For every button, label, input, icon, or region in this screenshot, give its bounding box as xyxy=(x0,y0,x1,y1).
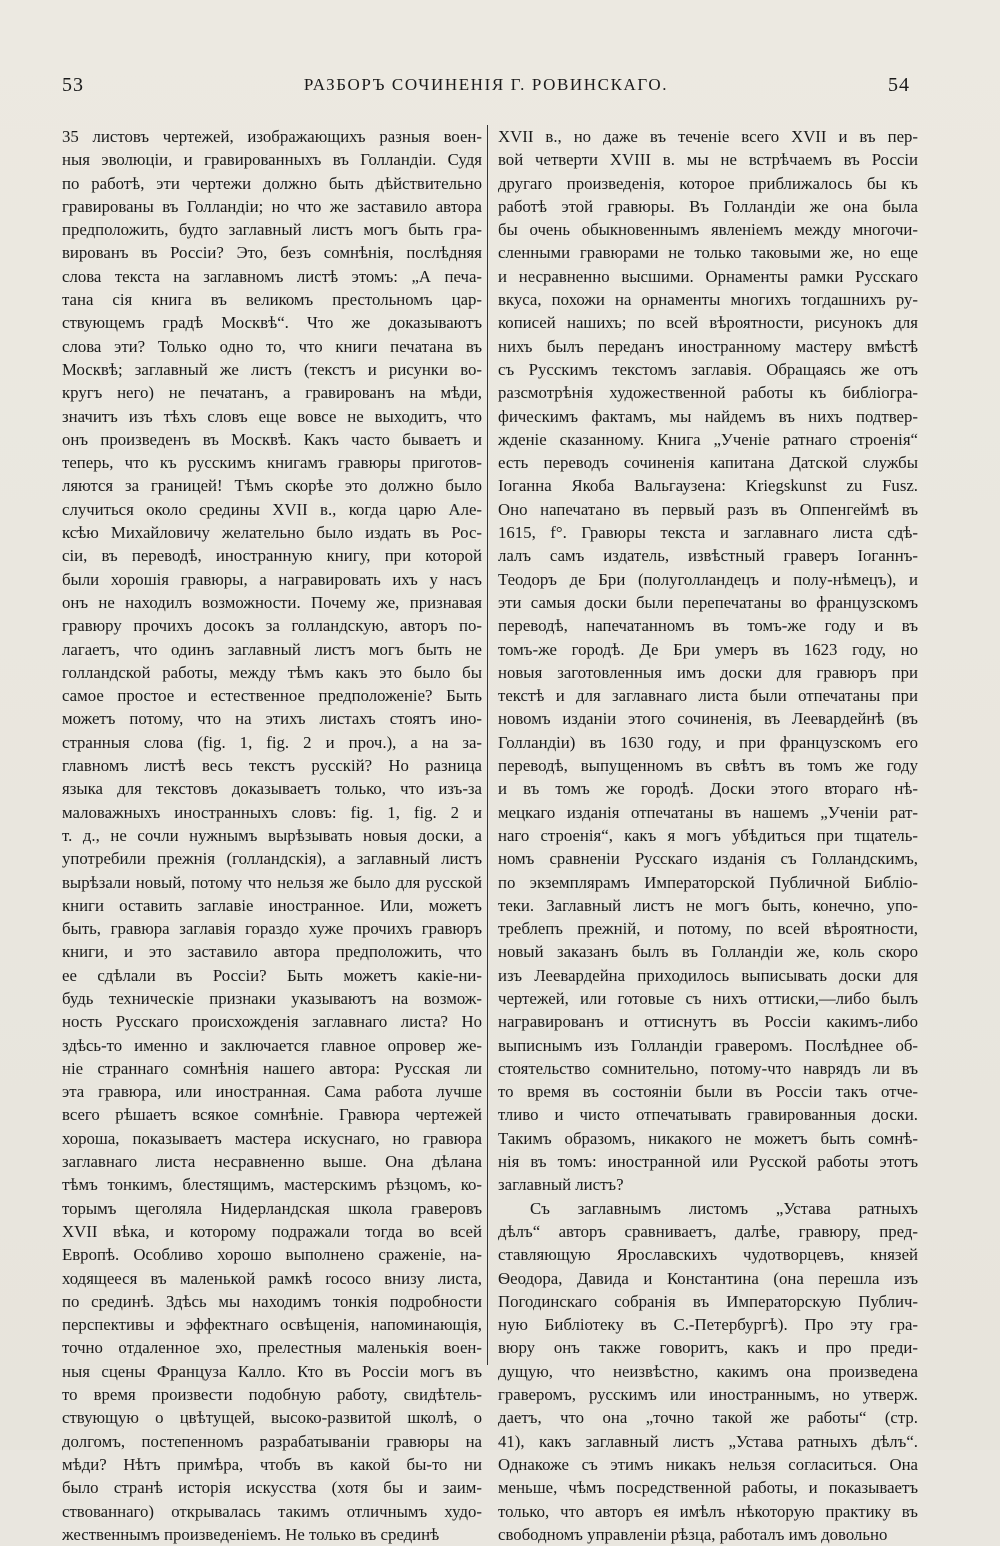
text-line: теперь, что къ русскимъ книгамъ гравюры приготов- xyxy=(62,453,482,473)
text-line: странныя слова (fig. 1, fig. 2 и проч.), а на за- xyxy=(62,732,482,752)
text-line: разсмотрѣнія художественной работы къ библіогра- xyxy=(498,383,918,403)
text-line: то время въ состояніи были въ Россіи такъ отче- xyxy=(498,1082,918,1102)
text-line: были хорошія гравюры, а награвировать ихъ у насъ xyxy=(62,569,482,589)
text-line: новый заказанъ былъ въ Голландіи же, коль скоро xyxy=(498,942,918,962)
right-column xyxy=(498,125,918,1546)
text-line: нія въ томъ: иностранной или Русской работы этотъ xyxy=(498,1152,918,1172)
text-line: перспективы и эффектнаго освѣщенія, напоминающія, xyxy=(62,1315,482,1335)
text-line: тана сія книга въ великомъ престольномъ цар- xyxy=(62,290,482,310)
text-line: изъ Леевардейна приходилось выписывать доски для xyxy=(498,965,918,985)
text-line: кругъ него) не печатанъ, а гравированъ на мѣди, xyxy=(62,383,482,403)
text-line: Такимъ образомъ, никакого не можетъ быть сомнѣ- xyxy=(498,1128,918,1148)
text-line: ксѣю Михайловичу желательно было издать въ Рос- xyxy=(62,523,482,543)
text-line: награвированъ и оттиснутъ въ Россіи какимъ-либо xyxy=(498,1012,918,1032)
text-line: ніе страннаго сомнѣнія нашего автора: Русская ли xyxy=(62,1058,482,1078)
text-line: вюру онъ также говоритъ, какъ и про преди- xyxy=(498,1338,918,1358)
text-line: ходящееся въ маленькой рамкѣ rococo внизу листа, xyxy=(62,1268,482,1288)
text-line: книги оставить заглавіе иностранное. Или, можетъ xyxy=(62,895,482,915)
text-line: XVII в., но даже въ теченіе всего XVII и въ пер- xyxy=(498,127,918,146)
text-line: употребили прежнія (голландскія), а заглавный листъ xyxy=(62,849,482,869)
text-line: гравированы въ Голландіи; но что же заставило автора xyxy=(62,196,482,216)
text-line: съ Русскимъ текстомъ заглавія. Обращаясь же отъ xyxy=(498,359,918,379)
text-line: ствующемъ градѣ Москвѣ“. Что же доказываютъ xyxy=(62,313,482,333)
text-line: работѣ этой гравюры. Въ Голландіи же она была xyxy=(498,196,918,216)
text-line: ную Библіотеку въ С.-Петербургѣ). Про эту гра- xyxy=(498,1315,918,1335)
text-line: переводѣ, выпущенномъ въ свѣтъ въ томъ же году xyxy=(498,756,918,776)
text-line: сленными гравюрами не только таковыми же, но еще xyxy=(498,243,918,263)
text-line: жденіе сказанному. Книга „Ученіе ратнаго строенія“ xyxy=(498,429,918,449)
text-line: 35 листовъ чертежей, изображающихъ разныя воен- xyxy=(62,127,482,146)
left-page-number: 53 xyxy=(62,73,84,96)
text-line: жественнымъ произведеніемъ. Не только въ срединѣ xyxy=(62,1524,440,1544)
text-line: даетъ, что она „точно такой же работы“ (стр. xyxy=(498,1408,918,1428)
text-line: чертежей, или готовые съ нихъ оттиски,—либо былъ xyxy=(498,988,918,1008)
text-line: ствующую о цвѣтущей, высоко-развитой школѣ, о xyxy=(62,1408,482,1428)
text-line: ность Русскаго происхожденія заглавнаго листа? Но xyxy=(62,1012,482,1032)
text-line: XVII вѣка, и которому подражали тогда во всей xyxy=(62,1221,482,1241)
text-line: и несравненно высшими. Орнаменты рамки Русскаго xyxy=(498,266,918,286)
page-header xyxy=(62,70,910,100)
text-line: свободномъ управленіи рѣзца, работалъ имъ довольно xyxy=(498,1524,888,1544)
text-line: Іоганна Якоба Вальгаузена: Kriegskunst zu Fusz. xyxy=(498,476,918,496)
text-line: ныя эволюціи, и гравированныхъ въ Голландіи. Судя xyxy=(62,150,482,170)
text-line: стоятельство сомнительно, потому-что наврядъ ли въ xyxy=(498,1058,918,1078)
text-line: мецкаго изданія отпечатаны въ нашемъ „Ученіи рат- xyxy=(498,802,918,822)
text-line: торымъ щеголяла Нидерландская школа граверовъ xyxy=(62,1198,482,1218)
text-line: кописей нашихъ; по всей вѣроятности, рисунокъ для xyxy=(498,313,918,333)
text-line: эти самыя доски были перепечатаны во французскомъ xyxy=(498,592,918,612)
text-line: Москвѣ; заглавный же листъ (текстъ и рисунки во- xyxy=(62,359,482,379)
text-line: предположить, будто заглавный листъ могъ быть гра- xyxy=(62,220,482,240)
text-line: заглавнаго листа несравненно выше. Она дѣлана xyxy=(62,1152,482,1172)
text-line: новомъ изданіи этого сочиненія, въ Леевардейнѣ (въ xyxy=(498,709,918,729)
text-line: эта гравюра, или иностранная. Сама работа лучше xyxy=(62,1082,482,1102)
text-line: бы очень обыкновеннымъ явленіемъ между многочи- xyxy=(498,220,918,240)
text-line: переводѣ, напечатанномъ въ томъ-же году и въ xyxy=(498,616,918,636)
text-line: Европѣ. Особливо хорошо выполнено сраженіе, на- xyxy=(62,1245,482,1265)
text-columns xyxy=(62,125,918,1544)
text-line: ствованнаго) открывалась такимъ отличнымъ худо- xyxy=(62,1501,482,1521)
text-line: по срединѣ. Здѣсь мы находимъ тонкія подробности xyxy=(62,1291,482,1311)
text-line: вированъ въ Россіи? Это, безъ сомнѣнія, послѣдняя xyxy=(62,243,482,263)
text-line: меньше, чѣмъ посредственной работы, и показываетъ xyxy=(498,1478,918,1498)
text-line: главномъ листѣ весь текстъ русскій? Но разница xyxy=(62,756,482,776)
text-line: сіи, въ переводѣ, иностранную книгу, при которой xyxy=(62,546,482,566)
text-line: ныя сцены Француза Калло. Кто въ Россіи могъ въ xyxy=(62,1361,482,1381)
text-line: долгомъ, постепенномъ разрабатываніи гравюры на xyxy=(62,1431,482,1451)
text-line: по работѣ, эти чертежи должно быть дѣйствительно xyxy=(62,173,482,193)
text-line: Однакоже съ этимъ никакъ нельзя согласиться. Она xyxy=(498,1454,918,1474)
text-line: томъ-же городѣ. Де Бри умеръ въ 1623 году, но xyxy=(498,639,918,659)
text-line: по экземплярамъ Императорской Публичной Библіо- xyxy=(498,872,918,892)
text-line: было странѣ исторія искусства (хотя бы и заим- xyxy=(62,1478,482,1498)
text-line: только, что авторъ ея имѣлъ нѣкоторую практику въ xyxy=(498,1501,918,1521)
text-line: текстѣ и для заглавнаго листа были отпечатаны при xyxy=(498,686,918,706)
text-line: другаго произведенія, которое приближалось бы къ xyxy=(498,173,918,193)
text-line: ставляющую Ярославскихъ чудотворцевъ, князей xyxy=(498,1245,918,1265)
text-line: наго строенія“, какъ я могъ убѣдиться при тщатель- xyxy=(498,825,918,845)
left-column xyxy=(62,125,482,1546)
text-line: языка для текстовъ доказываетъ только, что изъ-за xyxy=(62,779,482,799)
column-divider xyxy=(487,125,488,1365)
text-line: заглавный листъ? xyxy=(498,1175,624,1195)
text-line: значитъ изъ тѣхъ словъ еще вовсе не выходитъ, что xyxy=(62,406,482,426)
text-line: нихъ былъ переданъ иностранному мастеру вмѣстѣ xyxy=(498,336,918,356)
text-line: хороша, показываетъ мастера искуснаго, но гравюра xyxy=(62,1128,482,1148)
text-line: и въ томъ же городѣ. Доски этого втораго нѣ- xyxy=(498,779,918,799)
text-line: вырѣзали новый, потому что нельзя же было для русской xyxy=(62,872,482,892)
text-line: дѣлъ“ авторъ сравниваетъ, далѣе, гравюру, пред- xyxy=(498,1221,918,1241)
text-line: граверомъ, русскимъ или иностраннымъ, но утверж. xyxy=(498,1385,918,1405)
text-line: т. д., не сочли нужнымъ вырѣзывать новыя доски, а xyxy=(62,825,482,845)
text-line: есть переводъ сочиненія капитана Датской службы xyxy=(498,453,918,473)
text-line: 1615, f°. Гравюры текста и заглавнаго листа сдѣ- xyxy=(498,523,918,543)
text-line: новыя заготовленныя имъ доски для гравюръ при xyxy=(498,662,918,682)
text-line: то время произвести подобную работу, свидѣтель- xyxy=(62,1385,482,1405)
text-line: голландской работы, между тѣмъ какъ это было бы xyxy=(62,662,482,682)
text-line: самое простое и естественное предположеніе? Быть xyxy=(62,686,482,706)
text-line: маловажныхъ иностранныхъ словъ: fig. 1, fig. 2 и xyxy=(62,802,482,822)
text-line: случиться около средины XVII в., когда царю Але- xyxy=(62,499,482,519)
text-line: тливо и чисто отпечатывать гравированныя доски. xyxy=(498,1105,918,1125)
text-line: треблепъ прежній, и потому, по всей вѣроятности, xyxy=(498,919,918,939)
text-line: здѣсь-то именно и заключается главное опровер же- xyxy=(62,1035,482,1055)
text-line: ляются за границей! Тѣмъ скорѣе это должно было xyxy=(62,476,482,496)
text-line: ее сдѣлали въ Россіи? Быть можетъ какіе-ни- xyxy=(62,965,482,985)
text-line: Съ заглавнымъ листомъ „Устава ратныхъ xyxy=(530,1198,918,1218)
text-line: Оно напечатано въ первый разъ въ Оппенгеймѣ въ xyxy=(498,499,918,519)
text-line: номъ сравненіи Русскаго изданія съ Голландскимъ, xyxy=(498,849,918,869)
text-line: Голландіи) въ 1630 году, и при французскомъ его xyxy=(498,732,918,752)
text-line: мѣди? Нѣтъ примѣра, чтобъ въ какой бы-то ни xyxy=(62,1454,482,1474)
text-line: слова текста на заглавномъ листѣ этомъ: „А печа- xyxy=(62,266,482,286)
text-line: можетъ потому, что на этихъ листахъ стоятъ ино- xyxy=(62,709,482,729)
text-line: тѣмъ тонкимъ, блестящимъ, мастерскимъ рѣзцомъ, ко- xyxy=(62,1175,482,1195)
text-line: всего рѣшаетъ всякое сомнѣніе. Гравюра чертежей xyxy=(62,1105,482,1125)
text-line: фическимъ фактамъ, мы найдемъ въ нихъ подтвер- xyxy=(498,406,918,426)
text-line: лагаетъ, что одинъ заглавный листъ могъ быть не xyxy=(62,639,482,659)
text-line: будь техническіе признаки указываютъ на возмож- xyxy=(62,988,482,1008)
text-line: Теодоръ де Бри (полуголландецъ и полу-нѣмецъ), и xyxy=(498,569,918,589)
text-line: вой четверти XVIII в. мы не встрѣчаемъ въ Россіи xyxy=(498,150,918,170)
running-title: РАЗБОРЪ СОЧИНЕНІЯ Г. РОВИНСКАГО. xyxy=(303,75,669,94)
text-line: 41), какъ заглавный листъ „Устава ратныхъ дѣлъ“. xyxy=(498,1431,918,1451)
text-line: онъ не находилъ возможности. Почему же, признавая xyxy=(62,592,482,612)
text-line: книги, и это заставило автора предположить, что xyxy=(62,942,482,962)
text-line: выписнымъ изъ Голландіи граверомъ. Послѣднее об- xyxy=(498,1035,918,1055)
text-line: гравюру прочихъ досокъ за голландскую, авторъ по- xyxy=(62,616,482,636)
text-line: теки. Заглавный листъ не могъ быть, конечно, упо- xyxy=(498,895,918,915)
text-line: дущую, что неизвѣстно, какимъ она произведена xyxy=(498,1361,918,1381)
text-line: лалъ самъ издатель, извѣстный граверъ Іоганнъ- xyxy=(498,546,918,566)
text-line: Ѳеодора, Давида и Константина (она перешла изъ xyxy=(498,1268,918,1288)
text-line: Погодинскаго собранія въ Императорскую Публич- xyxy=(498,1291,918,1311)
text-line: точно отдаленное эхо, прелестныя маленькія воен- xyxy=(62,1338,482,1358)
text-line: слова эти? Только одно то, что книги печатана въ xyxy=(62,336,482,356)
text-line: быть, гравюра заглавія гораздо хуже прочихъ гравюръ xyxy=(62,919,482,939)
text-line: онъ произведенъ въ Москвѣ. Какъ часто бываетъ и xyxy=(62,429,482,449)
right-page-number: 54 xyxy=(887,73,910,96)
text-line: вкуса, похожи на орнаменты многихъ тогдашнихъ ру- xyxy=(498,290,918,310)
